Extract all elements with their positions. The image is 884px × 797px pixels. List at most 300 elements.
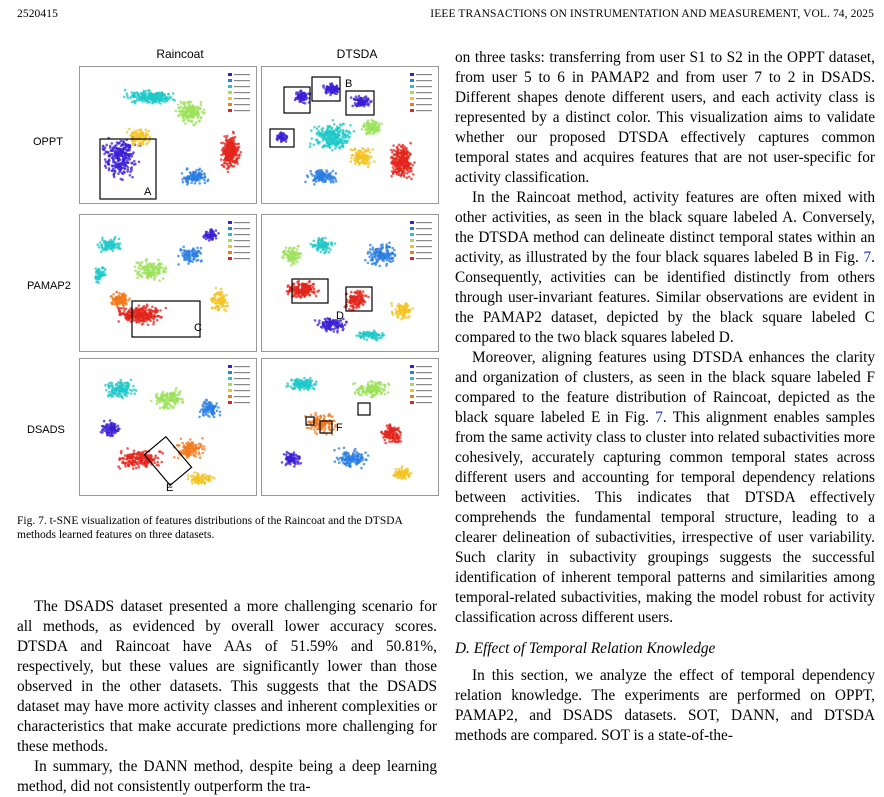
scatter-point	[412, 307, 415, 310]
scatter-point	[329, 248, 332, 251]
scatter-point	[376, 248, 379, 251]
scatter-point	[390, 302, 393, 305]
scatter-point	[324, 137, 327, 140]
scatter-point	[334, 178, 337, 181]
scatter-point	[139, 98, 142, 101]
scatter-point	[290, 258, 293, 261]
scatter-point	[355, 98, 358, 101]
scatter-point	[293, 262, 296, 265]
scatter-point	[289, 246, 292, 249]
scatter-point	[357, 102, 360, 105]
scatter-point	[316, 171, 319, 174]
scatter-point	[352, 299, 355, 302]
scatter-point	[392, 144, 395, 147]
scatter-point	[160, 394, 163, 397]
scatter-point	[136, 312, 139, 315]
scatter-point	[156, 461, 159, 464]
legend-swatch	[228, 227, 232, 230]
scatter-point	[364, 103, 367, 106]
scatter-point	[337, 322, 340, 325]
legend-label-line	[234, 74, 250, 75]
scatter-point	[201, 448, 204, 451]
scatter-point	[408, 167, 411, 170]
scatter-point	[114, 297, 117, 300]
scatter-point	[331, 92, 334, 95]
scatter-point	[183, 176, 186, 179]
scatter-point	[122, 302, 125, 305]
scatter-point	[167, 96, 170, 99]
scatter-point	[132, 132, 135, 135]
legend-label-line	[234, 222, 250, 223]
legend-swatch	[410, 245, 414, 248]
scatter-point	[155, 394, 158, 397]
scatter-point	[143, 269, 146, 272]
scatter-point	[238, 153, 241, 156]
scatter-point	[391, 312, 394, 315]
legend-label-line	[416, 98, 432, 99]
scatter-point	[312, 286, 315, 289]
scatter-point	[127, 311, 130, 314]
scatter-point	[203, 448, 206, 451]
scatter-point	[152, 320, 155, 323]
scatter-point	[324, 131, 327, 134]
scatter-point	[138, 129, 141, 132]
scatter-point	[403, 151, 406, 154]
scatter-point	[152, 263, 155, 266]
scatter-point	[204, 182, 207, 185]
scatter-point	[361, 160, 364, 163]
scatter-point	[127, 314, 130, 317]
scatter-point	[194, 445, 197, 448]
scatter-point	[200, 446, 203, 449]
legend-label-line	[416, 246, 432, 247]
scatter-point	[216, 293, 219, 296]
scatter-point	[133, 92, 136, 95]
scatter-point	[158, 271, 161, 274]
scatter-point	[381, 246, 384, 249]
scatter-point	[317, 173, 320, 176]
scatter-point	[280, 133, 283, 136]
scatter-point	[227, 156, 230, 159]
scatter-point	[111, 246, 114, 249]
scatter-point	[166, 407, 169, 410]
scatter-point	[285, 253, 288, 256]
scatter-point	[315, 295, 318, 298]
scatter-point	[192, 174, 195, 177]
scatter-point	[103, 271, 106, 274]
scatter-point	[133, 392, 136, 395]
scatter-point	[187, 105, 190, 108]
scatter-point	[219, 414, 222, 417]
scatter-point	[130, 169, 133, 172]
scatter-point	[341, 136, 344, 139]
scatter-point	[401, 164, 404, 167]
scatter-point	[397, 155, 400, 158]
scatter-point	[331, 129, 334, 132]
scatter-point	[120, 452, 123, 455]
scatter-point	[296, 261, 299, 264]
scatter-point	[191, 478, 194, 481]
scatter-point	[183, 112, 186, 115]
legend-label-line	[416, 74, 432, 75]
scatter-point	[325, 330, 328, 333]
scatter-point	[305, 285, 308, 288]
scatter-point	[329, 129, 332, 132]
scatter-point	[108, 386, 111, 389]
scatter-point	[199, 182, 202, 185]
scatter-point	[368, 122, 371, 125]
scatter-point	[328, 173, 331, 176]
scatter-point	[413, 161, 416, 164]
col-title-dtsda: DTSDA	[336, 47, 378, 61]
scatter-point	[113, 303, 116, 306]
scatter-point	[366, 338, 369, 341]
scatter-point	[402, 153, 405, 156]
legend-label-line	[416, 240, 432, 241]
scatter-point	[118, 142, 121, 145]
scatter-point	[388, 241, 391, 244]
scatter-point	[336, 326, 339, 329]
scatter-point	[353, 149, 356, 152]
scatter-point	[342, 123, 345, 126]
scatter-point	[111, 164, 114, 167]
scatter-point	[326, 85, 329, 88]
scatter-point	[131, 389, 134, 392]
scatter-point	[107, 160, 110, 163]
scatter-point	[115, 387, 118, 390]
scatter-point	[174, 110, 177, 113]
scatter-point	[122, 150, 125, 153]
scatter-point	[203, 111, 206, 114]
scatter-point	[138, 161, 141, 164]
scatter-point	[348, 136, 351, 139]
scatter-point	[196, 111, 199, 114]
scatter-point	[152, 274, 155, 277]
scatter-point	[197, 106, 200, 109]
scatter-point	[117, 172, 120, 175]
scatter-point	[400, 155, 403, 158]
scatter-point	[313, 143, 316, 146]
scatter-point	[146, 133, 149, 136]
scatter-point	[309, 145, 312, 148]
legend-swatch	[228, 245, 232, 248]
scatter-point	[134, 163, 137, 166]
legend-swatch	[228, 109, 232, 112]
scatter-point	[222, 147, 225, 150]
scatter-point	[160, 316, 163, 319]
scatter-point	[173, 402, 176, 405]
legend-label-line	[416, 80, 432, 81]
legend-label-line	[416, 110, 432, 111]
scatter-point	[364, 150, 367, 153]
scatter-point	[309, 170, 312, 173]
scatter-point	[298, 283, 301, 286]
scatter-point	[357, 296, 360, 299]
scatter-point	[153, 271, 156, 274]
legend-label-line	[234, 258, 250, 259]
scatter-point	[124, 89, 127, 92]
scatter-point	[101, 267, 104, 270]
scatter-point	[392, 172, 395, 175]
scatter-point	[227, 304, 230, 307]
scatter-point	[111, 142, 114, 145]
scatter-point	[176, 444, 179, 447]
scatter-point	[403, 148, 406, 151]
scatter-point	[189, 438, 192, 441]
tsne-panel-raincoat-dsads	[79, 358, 257, 496]
scatter-point	[367, 126, 370, 129]
scatter-point	[181, 401, 184, 404]
scatter-point	[293, 252, 296, 255]
legend-swatch	[410, 73, 414, 76]
scatter-point	[328, 322, 331, 325]
scatter-point	[116, 291, 119, 294]
scatter-point	[326, 138, 329, 141]
scatter-point	[304, 287, 307, 290]
scatter-point	[161, 93, 164, 96]
scatter-point	[196, 247, 199, 250]
scatter-point	[364, 158, 367, 161]
scatter-point	[309, 142, 312, 145]
scatter-point	[370, 156, 373, 159]
scatter-point	[231, 140, 234, 143]
row-label-oppt: OPPT	[33, 136, 63, 148]
scatter-point	[112, 161, 115, 164]
scatter-point	[146, 465, 149, 468]
scatter-point	[190, 475, 193, 478]
scatter-point	[149, 263, 152, 266]
scatter-point	[342, 139, 345, 142]
scatter-point	[117, 429, 120, 432]
scatter-point	[122, 389, 125, 392]
scatter-point	[181, 442, 184, 445]
scatter-point	[200, 170, 203, 173]
scatter-point	[312, 244, 315, 247]
scatter-point	[408, 176, 411, 179]
scatter-point	[391, 247, 394, 250]
legend-label-line	[416, 234, 432, 235]
scatter-point	[215, 305, 218, 308]
scatter-point	[128, 149, 131, 152]
scatter-point	[374, 131, 377, 134]
scatter-point	[143, 90, 146, 93]
scatter-point	[117, 156, 120, 159]
scatter-point	[183, 249, 186, 252]
scatter-point	[324, 251, 327, 254]
scatter-point	[110, 432, 113, 435]
scatter-point	[350, 157, 353, 160]
scatter-point	[136, 91, 139, 94]
scatter-point	[324, 325, 327, 328]
scatter-point	[322, 145, 325, 148]
scatter-point	[221, 164, 224, 167]
scatter-point	[231, 147, 234, 150]
scatter-point	[195, 251, 198, 254]
scatter-point	[141, 323, 144, 326]
scatter-point	[110, 295, 113, 298]
scatter-point	[154, 307, 157, 310]
scatter-point	[136, 277, 139, 280]
scatter-point	[363, 156, 366, 159]
scatter-point	[122, 173, 125, 176]
scatter-point	[153, 278, 156, 281]
scatter-point	[105, 144, 108, 147]
scatter-point	[370, 100, 373, 103]
scatter-point	[369, 151, 372, 154]
scatter-point	[303, 98, 306, 101]
scatter-point	[108, 155, 111, 158]
scatter-point	[157, 98, 160, 101]
scatter-point	[308, 285, 311, 288]
scatter-point	[152, 95, 155, 98]
scatter-point	[102, 148, 105, 151]
scatter-point	[396, 305, 399, 308]
scatter-point	[208, 415, 211, 418]
scatter-point	[386, 263, 389, 266]
scatter-point	[137, 267, 140, 270]
scatter-point	[107, 152, 110, 155]
scatter-point	[141, 462, 144, 465]
scatter-point	[225, 137, 228, 140]
scatter-point	[172, 92, 175, 95]
scatter-point	[166, 402, 169, 405]
scatter-point	[177, 115, 180, 118]
scatter-point	[104, 146, 107, 149]
scatter-point	[124, 164, 127, 167]
scatter-point	[152, 458, 155, 461]
scatter-point	[351, 105, 354, 108]
scatter-point	[156, 94, 159, 97]
scatter-point	[162, 277, 165, 280]
scatter-point	[144, 265, 147, 268]
scatter-point	[372, 125, 375, 128]
scatter-point	[327, 144, 330, 147]
scatter-point	[223, 166, 226, 169]
scatter-point	[211, 476, 214, 479]
scatter-point	[151, 102, 154, 105]
scatter-point	[117, 425, 120, 428]
scatter-point	[189, 116, 192, 119]
scatter-point	[299, 98, 302, 101]
scatter-point	[126, 382, 129, 385]
scatter-point	[186, 109, 189, 112]
scatter-point	[304, 95, 307, 98]
scatter-point	[334, 242, 337, 245]
scatter-point	[113, 173, 116, 176]
scatter-point	[121, 143, 124, 146]
scatter-point	[183, 103, 186, 106]
scatter-point	[193, 471, 196, 474]
scatter-point	[220, 158, 223, 161]
scatter-point	[336, 329, 339, 332]
scatter-point	[131, 176, 134, 179]
legend-swatch	[228, 91, 232, 94]
scatter-point	[322, 249, 325, 252]
scatter-point	[134, 461, 137, 464]
scatter-point	[162, 398, 165, 401]
scatter-point	[307, 176, 310, 179]
scatter-point	[182, 181, 185, 184]
scatter-point	[182, 119, 185, 122]
scatter-point	[348, 308, 351, 311]
scatter-point	[391, 170, 394, 173]
scatter-point	[365, 295, 368, 298]
scatter-point	[233, 165, 236, 168]
scatter-point	[374, 252, 377, 255]
scatter-point	[123, 159, 126, 162]
scatter-point	[120, 164, 123, 167]
legend-swatch	[410, 233, 414, 236]
scatter-point	[344, 324, 347, 327]
scatter-point	[222, 302, 225, 305]
scatter-point	[325, 169, 328, 172]
scatter-point	[132, 385, 135, 388]
scatter-point	[375, 258, 378, 261]
scatter-point	[364, 96, 367, 99]
legend-swatch	[228, 221, 232, 224]
scatter-point	[408, 315, 411, 318]
scatter-point	[331, 127, 334, 130]
scatter-point	[358, 306, 361, 309]
scatter-point	[221, 299, 224, 302]
scatter-point	[186, 453, 189, 456]
scatter-point	[215, 237, 218, 240]
scatter-point	[350, 291, 353, 294]
scatter-point	[174, 389, 177, 392]
scatter-point	[211, 307, 214, 310]
scatter-point	[311, 174, 314, 177]
scatter-point	[149, 98, 152, 101]
scatter-point	[224, 157, 227, 160]
scatter-point	[390, 175, 393, 178]
scatter-point	[332, 170, 335, 173]
scatter-point	[394, 171, 397, 174]
legend-swatch	[228, 251, 232, 254]
legend-swatch	[410, 251, 414, 254]
scatter-point	[277, 135, 280, 138]
scatter-point	[378, 247, 381, 250]
scatter-point	[240, 151, 243, 154]
scatter-point	[125, 317, 128, 320]
scatter-point	[376, 260, 379, 263]
scatter-point	[172, 395, 175, 398]
scatter-point	[237, 143, 240, 146]
tsne-panel-raincoat-oppt	[79, 66, 257, 204]
scatter-point	[119, 299, 122, 302]
scatter-point	[151, 269, 154, 272]
scatter-point	[133, 160, 136, 163]
scatter-point	[112, 155, 115, 158]
scatter-point	[344, 141, 347, 144]
scatter-point	[360, 98, 363, 101]
scatter-point	[129, 174, 132, 177]
scatter-point	[100, 250, 103, 253]
scatter-point	[304, 290, 307, 293]
scatter-point	[328, 318, 331, 321]
scatter-point	[233, 151, 236, 154]
scatter-point	[182, 246, 185, 249]
scatter-point	[130, 155, 133, 158]
scatter-point	[98, 272, 101, 275]
scatter-point	[147, 130, 150, 133]
scatter-point	[364, 129, 367, 132]
scatter-point	[350, 154, 353, 157]
legend-label-line	[416, 252, 432, 253]
scatter-point	[137, 463, 140, 466]
legend-swatch	[228, 233, 232, 236]
scatter-point	[126, 131, 129, 134]
scatter-point	[127, 96, 130, 99]
